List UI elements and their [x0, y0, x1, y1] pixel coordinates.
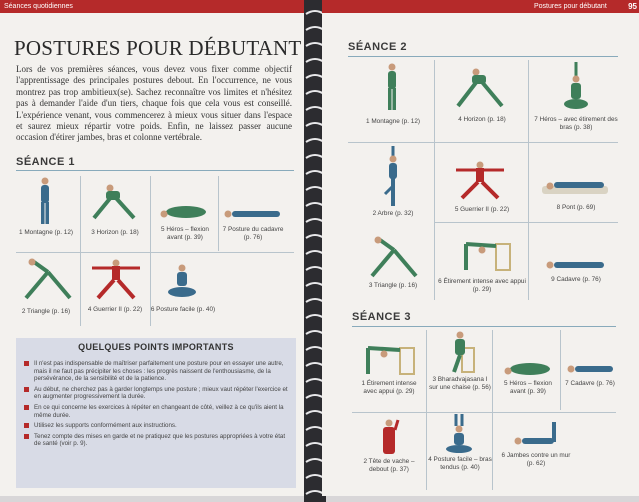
cadavre-pose-figure — [566, 362, 614, 376]
pose-caption: 7 Héros – avec étirement des bras (p. 38) — [534, 116, 618, 131]
grid-divider — [426, 330, 427, 490]
grid-divider — [218, 176, 219, 251]
guerrier-ii-figure — [88, 258, 144, 300]
pose-caption: 4 Guerrier II (p. 22) — [87, 306, 143, 313]
pose-caption: 4 Posture facile – bras tendus (p. 40) — [428, 456, 492, 471]
tip-text: Au début, ne cherchez pas à garder longtemps une posture ; mieux vaut répéter l'exercice et en augmenter progressivement la durée. — [34, 385, 288, 401]
grid-divider — [348, 142, 618, 143]
tips-list — [24, 360, 290, 451]
pose-caption: 4 Horizon (p. 18) — [458, 116, 506, 123]
triangle-pose-figure — [20, 258, 76, 300]
posture-facile-bras-figure — [444, 414, 474, 454]
pose-caption: 5 Héros – flexion avant (p. 39) — [161, 226, 209, 241]
pose-caption: 3 Triangle (p. 16) — [368, 282, 418, 289]
bharadvajasana-figure — [448, 330, 476, 374]
grid-divider — [150, 176, 151, 326]
etirement-appui-figure — [452, 234, 514, 274]
grid-divider — [80, 176, 81, 326]
horizon-pose-figure — [454, 66, 506, 110]
grid-divider — [16, 252, 294, 253]
intro-paragraph: Lors de vos premières séances, vous devez vous fixer comme objectif l'apprentissage des principales postures debout. En l'occurrence, ne vous montrez pas trop ambitieux(se). Sachez reconnaître vos limites et n'hésitez pas à demander l'aide d'un tiers, chaque fois que cela vous est conseillé. L'expérience venant, vous commencerez à mieux vous situer dans l'espace et saurez mieux répartir votre poids. Enfin, ne laissez passer aucune occasion d'étirer jambes, bras et colonne vertébrale. — [16, 64, 292, 143]
seance-1-rule — [16, 170, 294, 171]
heros-flexion-figure — [156, 200, 212, 220]
pose-caption: 7 Cadavre (p. 76) — [565, 380, 615, 387]
pose-caption: 9 Cadavre (p. 76) — [551, 276, 601, 283]
grid-divider — [492, 330, 493, 490]
bullet-square-icon — [24, 361, 29, 366]
pose-caption: 2 Arbre (p. 32) — [372, 210, 414, 217]
montagne-pose-figure — [382, 62, 402, 112]
grid-divider — [434, 60, 435, 300]
tip-text: Utilisez les supports conformément aux instructions. — [34, 422, 177, 430]
left-page — [0, 0, 308, 496]
page-title: POSTURES POUR DÉBUTANT — [14, 36, 302, 60]
arbre-pose-figure — [382, 146, 404, 208]
grid-divider — [528, 60, 529, 300]
bullet-square-icon — [24, 387, 29, 392]
tip-item — [24, 422, 290, 430]
seance-1-heading: SÉANCE 1 — [16, 156, 76, 168]
grid-divider — [352, 412, 616, 413]
pose-caption: 1 Étirement intense avec appui (p. 29) — [361, 380, 417, 395]
heros-bras-figure — [562, 62, 590, 112]
seance-2-rule — [348, 56, 618, 57]
grid-divider — [434, 222, 618, 223]
running-head-right — [322, 0, 639, 13]
bullet-square-icon — [24, 423, 29, 428]
heros-flexion-figure — [500, 360, 554, 376]
tip-text: Il n'est pas indispensable de maîtriser parfaitement une posture pour en essayer une autre, mais il ne faut pas précipiter les choses : les progrès naissent de l'enthousiasme, de la persévérance, de la sensibilité et de la patience. — [34, 360, 284, 383]
tip-text: Tenez compte des mises en garde et ne pratiquez que les postures appropriées à votre état de santé (voir p. 9). — [34, 432, 286, 448]
pose-caption: 3 Bharadvajasana I sur une chaise (p. 56) — [429, 376, 491, 391]
tip-item — [24, 360, 290, 383]
bullet-square-icon — [24, 405, 29, 410]
tip-text: En ce qui concerne les exercices à répéter en changeant de côté, veillez à ce qu'ils aient la même durée. — [34, 403, 284, 419]
bullet-square-icon — [24, 434, 29, 439]
page-number: 95 — [628, 2, 637, 11]
pose-caption: 1 Montagne (p. 12) — [366, 118, 420, 125]
jambes-mur-figure — [512, 420, 562, 446]
tip-item — [24, 404, 290, 419]
pose-caption: 2 Triangle (p. 16) — [21, 308, 71, 315]
grid-divider — [560, 330, 561, 410]
pose-caption: 6 Jambes contre un mur (p. 62) — [501, 452, 571, 467]
montagne-pose-figure — [34, 176, 56, 226]
pose-caption: 7 Posture du cadavre (p. 76) — [222, 226, 284, 241]
horizon-pose-figure — [90, 182, 138, 222]
right-page — [322, 0, 639, 496]
seance-3-heading: SÉANCE 3 — [352, 311, 412, 323]
triangle-pose-figure — [366, 236, 422, 278]
running-head-right-text: Postures pour débutant — [534, 3, 607, 10]
running-head-left: Séances quotidiennes — [0, 0, 308, 13]
pose-caption: 5 Guerrier II (p. 22) — [454, 206, 510, 213]
etirement-appui-figure — [356, 340, 418, 376]
guerrier-ii-figure — [452, 160, 508, 200]
pont-pose-figure — [540, 178, 610, 198]
pose-caption: 5 Héros – flexion avant (p. 39) — [504, 380, 552, 395]
pose-caption: 3 Horizon (p. 18) — [91, 229, 139, 236]
pose-caption: 8 Pont (p. 69) — [556, 204, 596, 211]
tip-item — [24, 386, 290, 401]
tete-de-vache-figure — [378, 418, 400, 456]
pose-caption: 6 Posture facile (p. 40) — [150, 306, 216, 313]
seance-3-rule — [352, 326, 616, 327]
tips-box — [16, 338, 296, 488]
pose-caption: 1 Montagne (p. 12) — [19, 229, 73, 236]
tips-heading: QUELQUES POINTS IMPORTANTS — [78, 342, 234, 352]
posture-facile-figure — [166, 262, 198, 300]
pose-caption: 2 Tête de vache – debout (p. 37) — [363, 458, 415, 473]
pose-caption: 6 Étirement intense avec appui (p. 29) — [438, 278, 526, 293]
tip-item — [24, 433, 290, 448]
cadavre-pose-figure — [222, 206, 282, 222]
seance-2-heading: SÉANCE 2 — [348, 41, 408, 53]
cadavre-pose-figure — [544, 258, 608, 272]
